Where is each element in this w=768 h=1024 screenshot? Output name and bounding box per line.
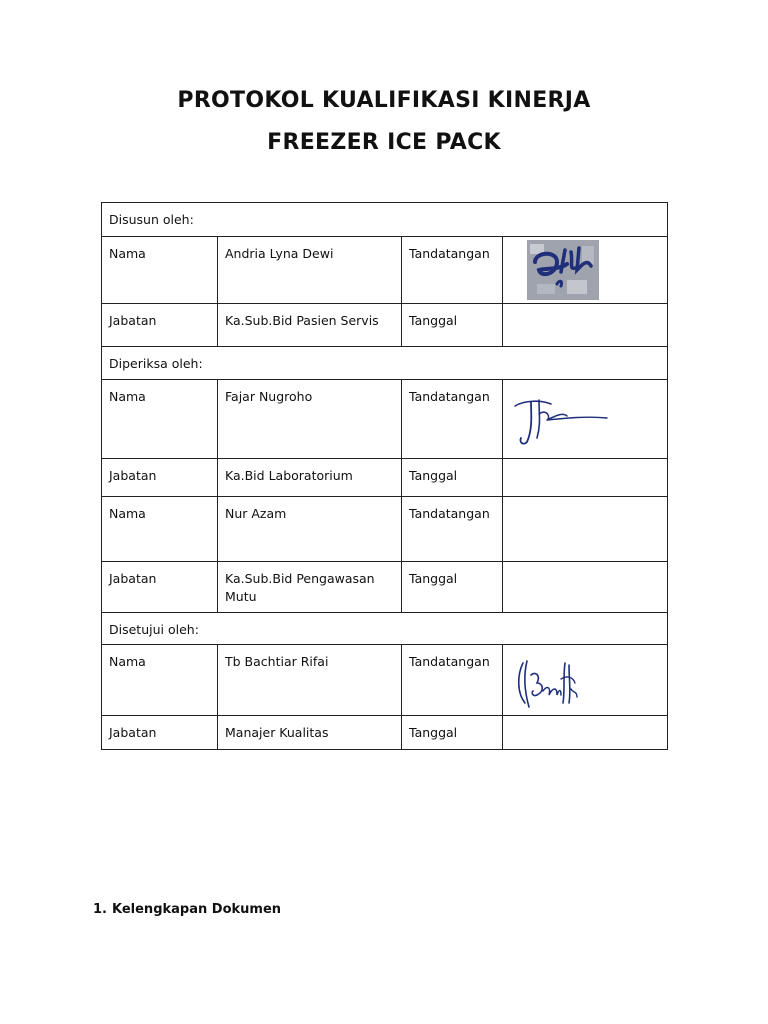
reviewer-1-position: Ka.Bid Laboratorium (218, 459, 402, 497)
approved-signature-icon (513, 657, 583, 713)
section-number: 1. (93, 902, 107, 917)
prepared-name-row (102, 237, 668, 304)
approved-signature-cell (503, 645, 668, 716)
document-title-line-1: PROTOKOL KUALIFIKASI KINERJA (177, 88, 591, 113)
reviewer-1-name: Fajar Nugroho (218, 380, 402, 459)
prepared-position-row (102, 304, 668, 347)
name-label: Nama (102, 380, 218, 459)
approved-section-header (102, 613, 668, 645)
signature-label: Tandatangan (402, 497, 503, 562)
position-label: Jabatan (102, 304, 218, 347)
approved-name: Tb Bachtiar Rifai (218, 645, 402, 716)
approved-date (503, 716, 668, 750)
section-heading-kelengkapan-dokumen (93, 902, 281, 917)
position-label: Jabatan (102, 716, 218, 750)
signature-label: Tandatangan (402, 645, 503, 716)
approved-position-row (102, 716, 668, 750)
prepared-signature-cell (503, 237, 668, 304)
date-label: Tanggal (402, 562, 503, 613)
reviewer-2-position-row (102, 562, 668, 613)
section-title: Kelengkapan Dokumen (112, 902, 282, 917)
name-label: Nama (102, 497, 218, 562)
reviewer-1-signature-cell (503, 380, 668, 459)
reviewer-2-position: Ka.Sub.Bid Pengawasan Mutu (218, 562, 402, 613)
approval-table (101, 202, 668, 750)
reviewed-heading: Diperiksa oleh: (102, 347, 668, 380)
prepared-name: Andria Lyna Dewi (218, 237, 402, 304)
date-label: Tanggal (402, 459, 503, 497)
reviewer-1-date (503, 459, 668, 497)
reviewer-2-name: Nur Azam (218, 497, 402, 562)
position-label: Jabatan (102, 562, 218, 613)
date-label: Tanggal (402, 716, 503, 750)
prepared-date (503, 304, 668, 347)
prepared-position: Ka.Sub.Bid Pasien Servis (218, 304, 402, 347)
approved-position: Manajer Kualitas (218, 716, 402, 750)
reviewer-1-signature-icon (511, 394, 611, 450)
approved-name-row (102, 645, 668, 716)
reviewer-1-name-row (102, 380, 668, 459)
document-title-line-2: FREEZER ICE PACK (267, 130, 501, 155)
approved-heading: Disetujui oleh: (102, 613, 668, 645)
name-label: Nama (102, 645, 218, 716)
reviewer-2-signature-cell (503, 497, 668, 562)
reviewer-2-name-row (102, 497, 668, 562)
reviewed-section-header (102, 347, 668, 380)
prepared-signature-icon (527, 240, 599, 300)
prepared-heading: Disusun oleh: (102, 203, 668, 237)
name-label: Nama (102, 237, 218, 304)
signature-label: Tandatangan (402, 380, 503, 459)
signature-label: Tandatangan (402, 237, 503, 304)
date-label: Tanggal (402, 304, 503, 347)
reviewer-1-position-row (102, 459, 668, 497)
prepared-section-header (102, 203, 668, 237)
position-label: Jabatan (102, 459, 218, 497)
reviewer-2-date (503, 562, 668, 613)
